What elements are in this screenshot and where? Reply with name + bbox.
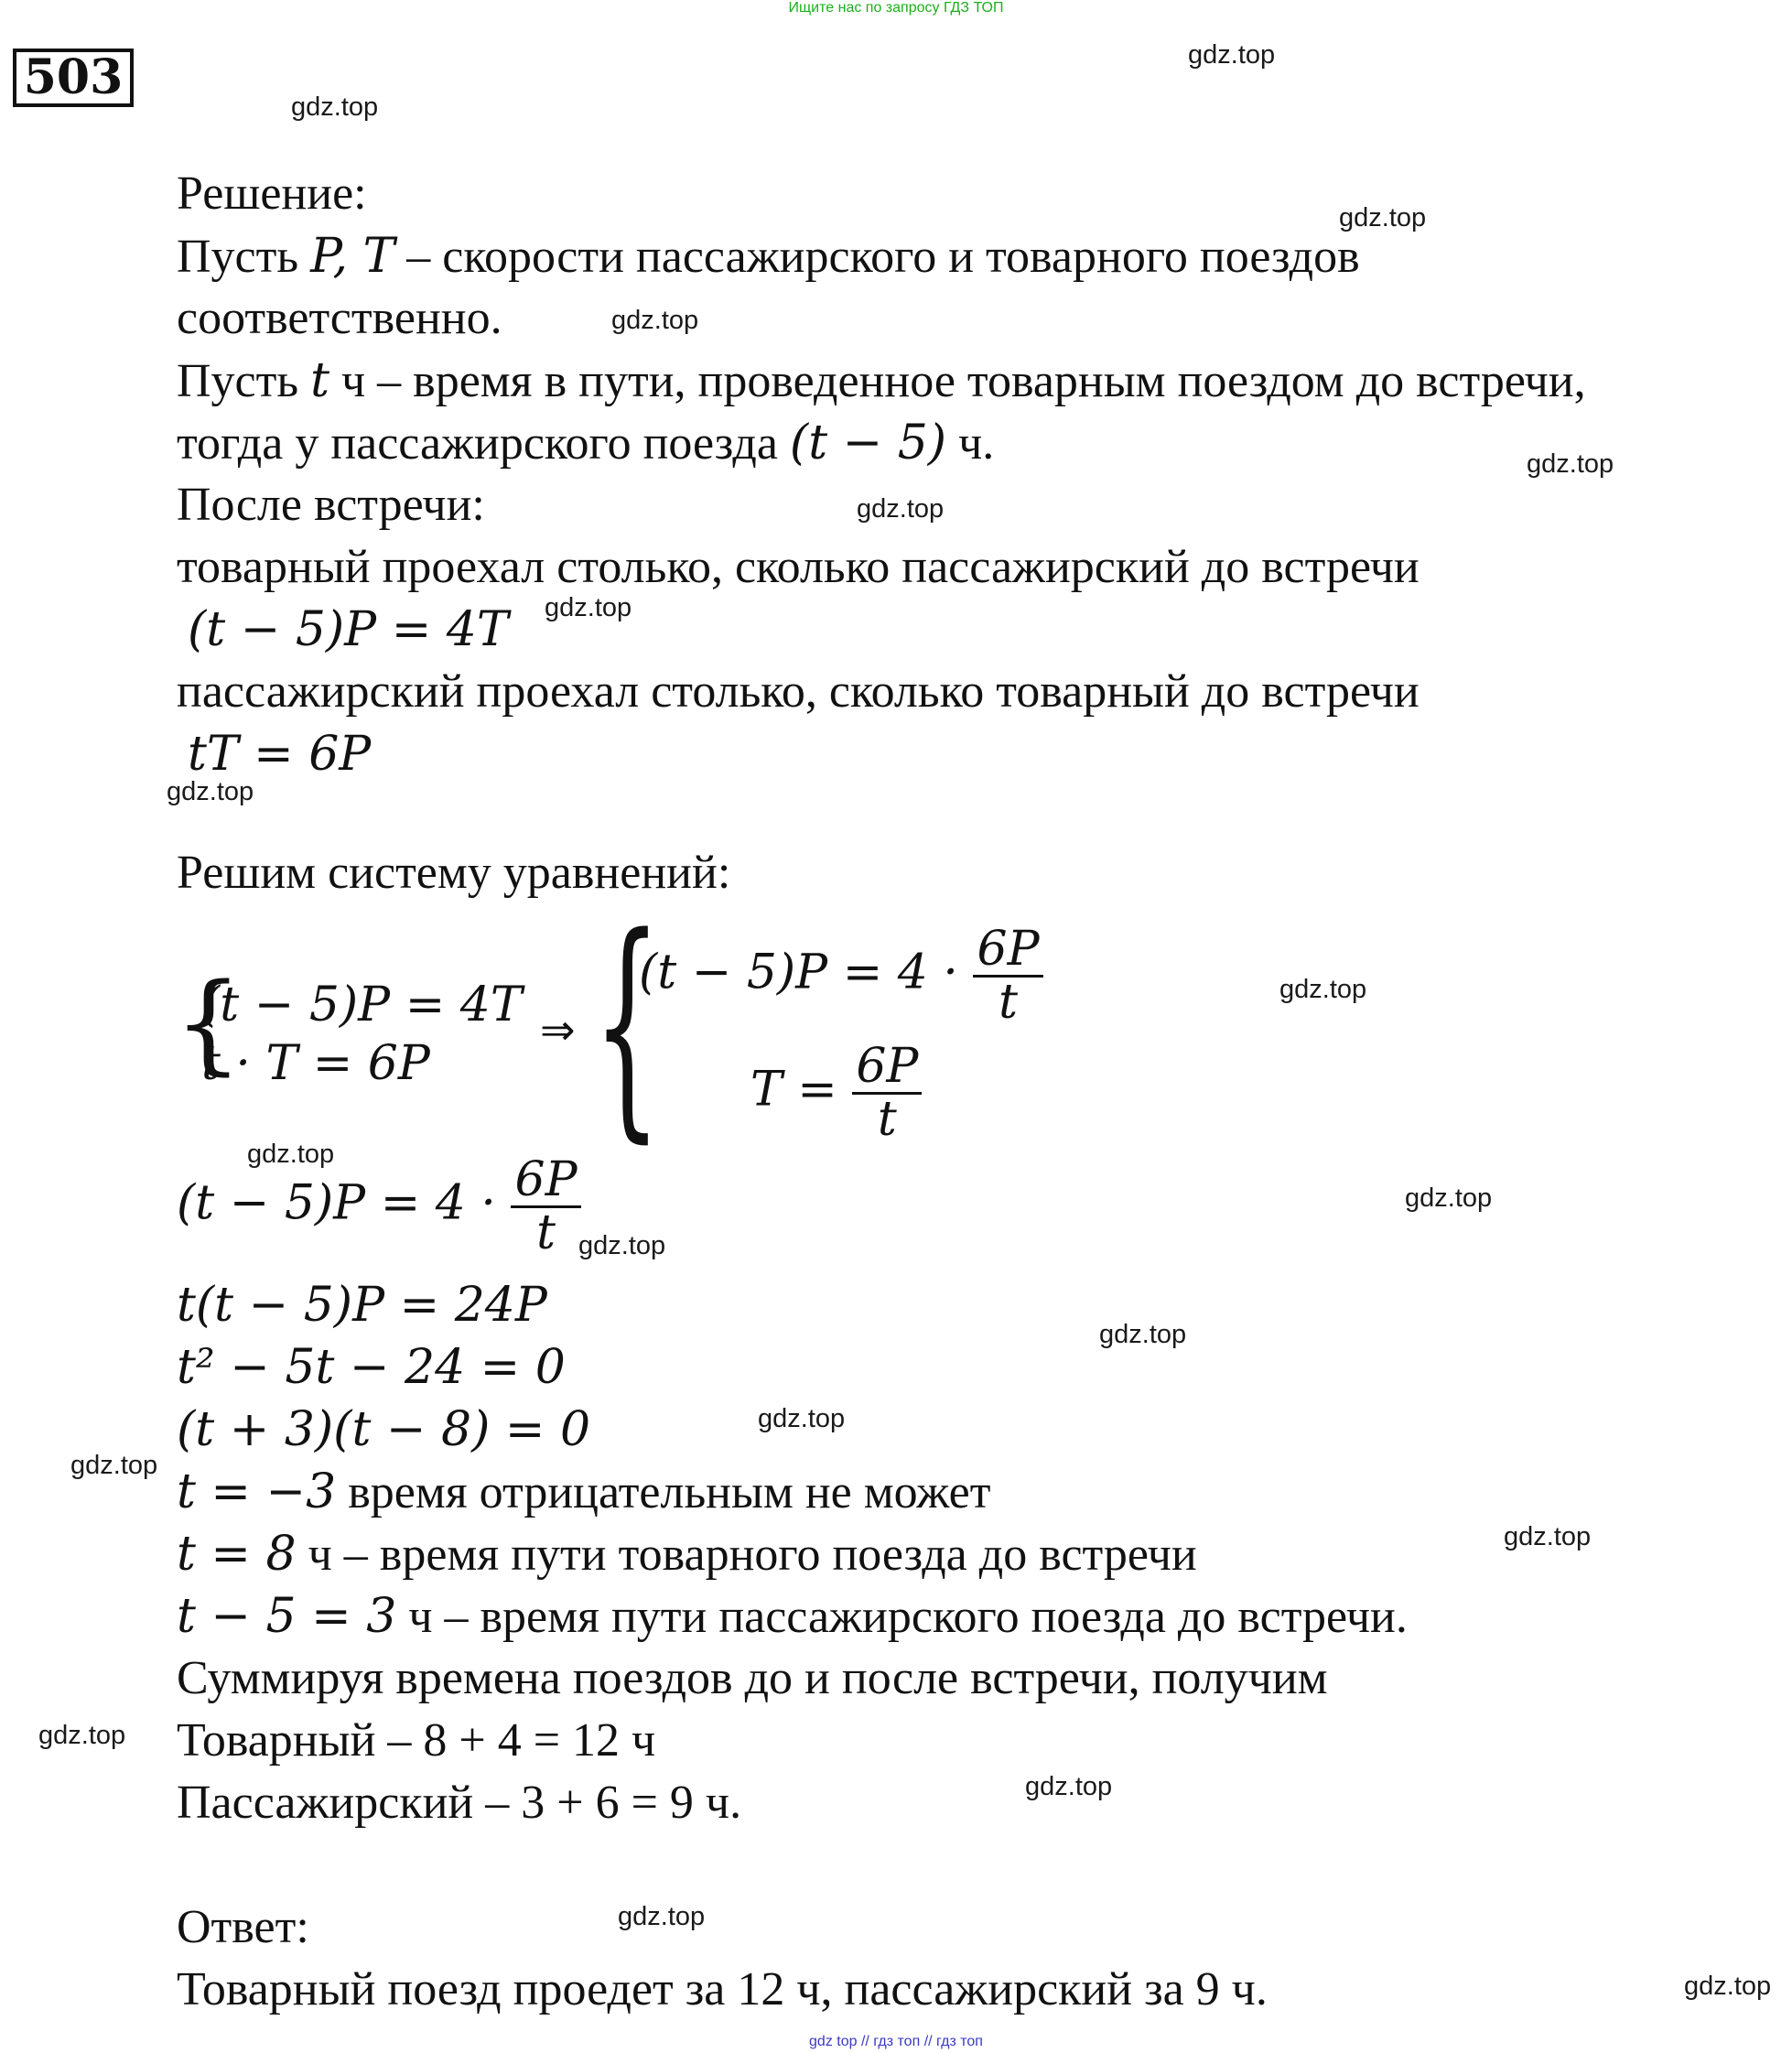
watermark: gdz.top <box>1025 1772 1113 1801</box>
right-row1-lhs: (t − 5)P = 4 · <box>639 945 958 1000</box>
watermark: gdz.top <box>70 1451 158 1480</box>
system-heading: Решим систему уравнений: <box>177 847 731 899</box>
freight-text: товарный проехал столько, сколько пассажирский до встречи <box>177 541 1420 593</box>
step7-text: ч – время пути пассажирского поезда до встречи. <box>396 1591 1408 1643</box>
watermark: gdz.top <box>758 1404 846 1433</box>
fraction-numerator: 6P <box>511 1155 580 1208</box>
line3-var: t <box>310 353 329 408</box>
watermark: gdz.top <box>1405 1183 1493 1213</box>
watermark: gdz.top <box>1684 1972 1772 2001</box>
footer: gdz top // гдз топ // гдз топ <box>809 2034 983 2049</box>
watermark: gdz.top <box>167 777 254 806</box>
solution-line-3 <box>177 350 1586 413</box>
watermark: gdz.top <box>1279 975 1367 1004</box>
implies-arrow: ⇒ <box>540 1005 576 1054</box>
step6-text: ч – время пути товарного поезда до встречи <box>296 1529 1197 1581</box>
system-right-row-1 <box>639 922 1043 1030</box>
step-10: Пассажирский – 3 + 6 = 9 ч. <box>177 1777 742 1829</box>
watermark: gdz.top <box>1504 1522 1592 1551</box>
step-4: (t + 3)(t − 8) = 0 <box>177 1402 591 1457</box>
step1-lhs: (t − 5)P = 4 · <box>177 1175 496 1231</box>
step7-math: t − 5 = 3 <box>177 1589 397 1644</box>
task-number: 503 <box>13 49 134 107</box>
step5-text: время отрицательным не может <box>336 1466 991 1518</box>
step6-math: t = 8 <box>177 1527 297 1582</box>
watermark: gdz.top <box>247 1140 335 1169</box>
watermark: gdz.top <box>618 1902 706 1931</box>
right-row2-lhs: T = <box>750 1062 837 1118</box>
watermark: gdz.top <box>1188 40 1276 70</box>
step-9: Товарный – 8 + 4 = 12 ч <box>177 1714 656 1767</box>
line1-text-a: Пусть <box>177 231 311 283</box>
step-5 <box>177 1461 990 1524</box>
solution-line-4 <box>177 412 994 475</box>
step5-math: t = −3 <box>177 1464 337 1519</box>
fraction-denominator: t <box>536 1205 556 1260</box>
answer-text: Товарный поезд проедет за 12 ч, пассажирский за 9 ч. <box>177 1963 1268 2015</box>
line1-text-b: – скорости пассажирского и товарного поездов <box>394 231 1360 283</box>
watermark: gdz.top <box>291 92 379 122</box>
watermark: gdz.top <box>578 1231 666 1260</box>
left-brace: { <box>174 959 243 1086</box>
passenger-text: пассажирский проехал столько, сколько товарный до встречи <box>177 665 1420 718</box>
watermark: gdz.top <box>1099 1320 1187 1349</box>
step1-fraction <box>511 1152 580 1260</box>
line4-text-b: ч. <box>946 417 995 470</box>
right-row2-fraction <box>852 1039 922 1147</box>
watermark: gdz.top <box>38 1721 126 1750</box>
step-2: t(t − 5)P = 24P <box>177 1278 547 1333</box>
line1-vars: P, T <box>310 229 395 284</box>
watermark: gdz.top <box>545 593 632 622</box>
solution-line-2: соответственно. <box>177 292 502 344</box>
step-7 <box>177 1585 1408 1648</box>
right-brace: { <box>593 887 662 1163</box>
fraction-denominator: t <box>999 974 1018 1030</box>
solution-heading: Решение: <box>177 167 367 220</box>
top-banner: Ищите нас по запросу ГДЗ ТОП <box>788 0 1004 16</box>
right-row1-fraction <box>973 922 1042 1030</box>
line4-expr: (t − 5) <box>789 416 947 470</box>
line3-text-a: Пусть <box>177 355 311 407</box>
equation-1: (t − 5)P = 4T <box>188 602 509 657</box>
step-8: Суммируя времена поездов до и после встречи, получим <box>177 1652 1328 1704</box>
equation-2: tT = 6P <box>188 727 372 782</box>
line4-text-a: тогда у пассажирского поезда <box>177 417 790 470</box>
watermark: gdz.top <box>1339 203 1427 232</box>
step-3: t² − 5t − 24 = 0 <box>177 1340 566 1395</box>
system-left-row-2: t · T = 6P <box>201 1036 430 1091</box>
solution-line-1 <box>177 225 1360 288</box>
fraction-numerator: 6P <box>973 924 1042 978</box>
watermark: gdz.top <box>1527 449 1614 479</box>
answer-heading: Ответ: <box>177 1901 309 1953</box>
after-meeting: После встречи: <box>177 479 485 531</box>
watermark: gdz.top <box>857 494 945 524</box>
system-left-row-1: (t − 5)P = 4T <box>201 978 523 1032</box>
system-right-row-2 <box>750 1039 922 1147</box>
step-6 <box>177 1523 1197 1586</box>
fraction-denominator: t <box>877 1091 897 1147</box>
fraction-numerator: 6P <box>852 1042 922 1095</box>
watermark: gdz.top <box>611 306 699 335</box>
line3-text-b: ч – время в пути, проведенное товарным поездом до встречи, <box>329 355 1586 407</box>
